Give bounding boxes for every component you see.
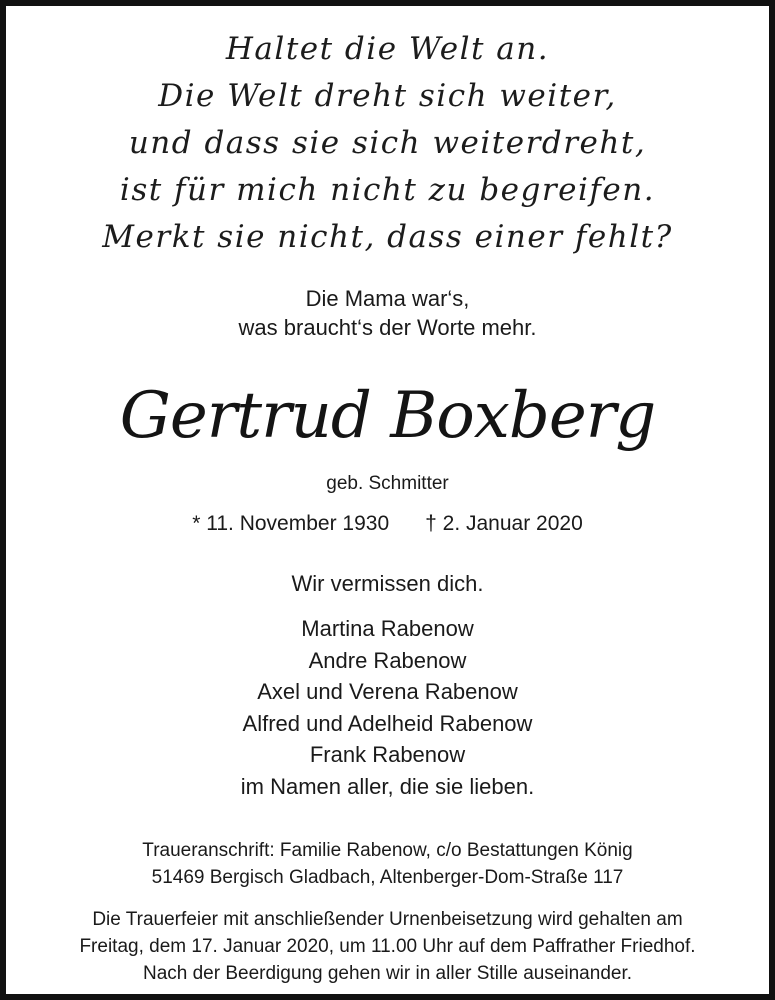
mourner: Frank Rabenow <box>309 742 466 767</box>
service-line: Freitag, dem 17. Januar 2020, um 11.00 Uhr auf dem Paffrather Friedhof. <box>79 936 696 957</box>
mourning-address <box>6 837 769 891</box>
deceased-name: Gertrud Boxberg <box>119 379 656 453</box>
mourner: Andre Rabenow <box>308 647 467 673</box>
farewell-message: Wir vermissen dich. <box>291 571 484 596</box>
mourner: im Namen aller, die sie lieben. <box>240 773 535 799</box>
poem-line: Haltet die Welt an. <box>225 31 550 67</box>
mourner: Alfred und Adelheid Rabenow <box>242 710 533 736</box>
mourner: Axel und Verena Rabenow <box>257 679 518 704</box>
intro-line: was braucht‘s der Worte mehr. <box>238 315 537 340</box>
service-line: Die Trauerfeier mit anschließender Urnenbeisetzung wird gehalten am <box>92 909 683 930</box>
address-line: Traueranschrift: Familie Rabenow, c/o Bestattungen König <box>142 840 633 861</box>
poem-line: Merkt sie nicht, dass einer fehlt? <box>102 219 673 255</box>
mourners-list <box>6 613 769 802</box>
birth-date: * 11. November 1930 <box>192 512 390 535</box>
poem <box>6 26 769 261</box>
birth-name: geb. Schmitter <box>326 473 449 494</box>
poem-line: ist für mich nicht zu begreifen. <box>119 172 656 208</box>
life-dates <box>6 510 769 538</box>
death-date: † 2. Januar 2020 <box>425 512 583 535</box>
service-line: Nach der Beerdigung gehen wir in aller Stille auseinander. <box>142 963 633 984</box>
poem-line: Die Welt dreht sich weiter, <box>158 78 617 114</box>
address-line: 51469 Bergisch Gladbach, Altenberger-Dom-Straße 117 <box>151 867 624 888</box>
intro-text <box>6 284 769 342</box>
funeral-service-info <box>6 906 769 987</box>
poem-line: und dass sie sich weiterdreht, <box>128 125 647 161</box>
mourner: Martina Rabenow <box>301 616 474 641</box>
intro-line: Die Mama war‘s, <box>305 286 470 311</box>
